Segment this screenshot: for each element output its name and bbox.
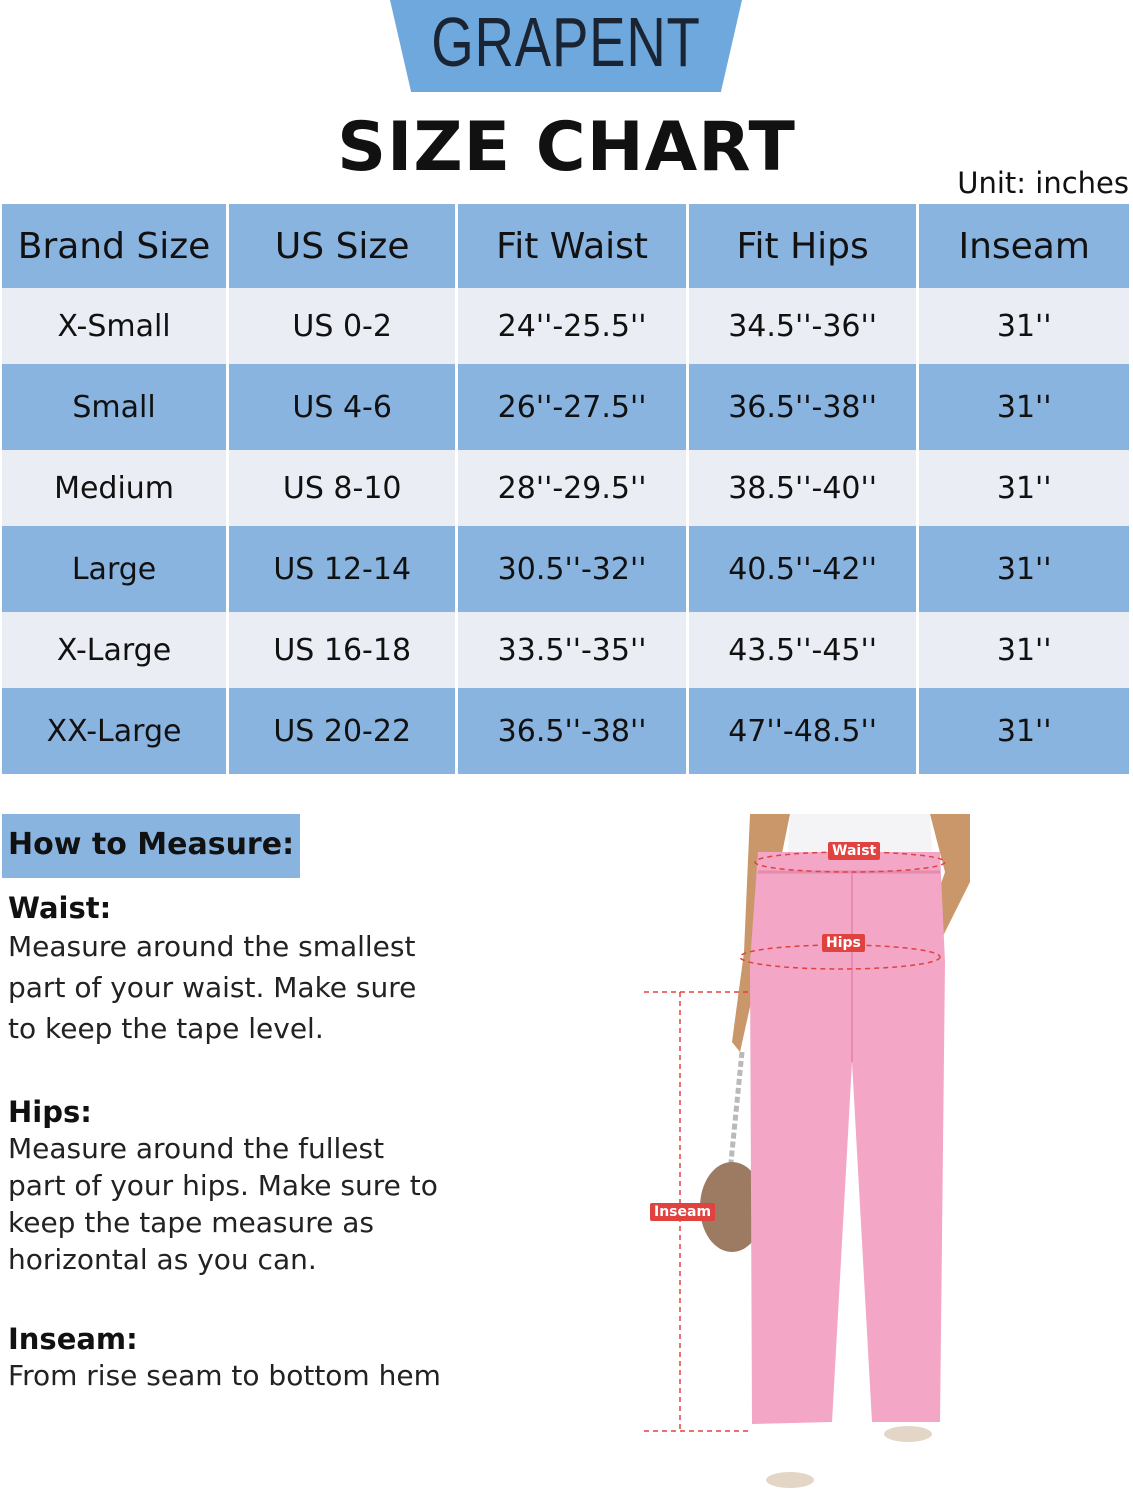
cell-us-size: US 20-22: [229, 688, 455, 774]
jeans-figure: [640, 812, 1020, 1500]
cell-fit-hips: 34.5''-36'': [689, 288, 917, 364]
cell-brand-size: X-Large: [2, 612, 226, 688]
cell-brand-size: Large: [2, 526, 226, 612]
cell-fit-hips: 38.5''-40'': [689, 450, 917, 526]
cell-fit-waist: 30.5''-32'': [458, 526, 686, 612]
cell-fit-hips: 40.5''-42'': [689, 526, 917, 612]
cell-us-size: US 8-10: [229, 450, 455, 526]
cell-us-size: US 16-18: [229, 612, 455, 688]
cell-fit-waist: 28''-29.5'': [458, 450, 686, 526]
header-fit-hips: Fit Hips: [689, 204, 917, 288]
cell-fit-waist: 26''-27.5'': [458, 364, 686, 450]
inseam-text: From rise seam to bottom hem: [8, 1359, 441, 1392]
cell-us-size: US 12-14: [229, 526, 455, 612]
inseam-instructions: [8, 1321, 448, 1394]
page-title: SIZE CHART: [337, 108, 796, 187]
cell-fit-waist: 24''-25.5'': [458, 288, 686, 364]
cell-fit-waist: 33.5''-35'': [458, 612, 686, 688]
cell-us-size: US 4-6: [229, 364, 455, 450]
header-inseam: Inseam: [919, 204, 1129, 288]
jeans-model-illustration: [640, 812, 1020, 1500]
cell-us-size: US 0-2: [229, 288, 455, 364]
cell-inseam: 31'': [919, 450, 1129, 526]
table-row: [2, 526, 1129, 612]
cell-fit-hips: 43.5''-45'': [689, 612, 917, 688]
right-shoe-icon: [884, 1426, 932, 1442]
cell-brand-size: XX-Large: [2, 688, 226, 774]
hips-instructions: [8, 1094, 448, 1278]
waist-instructions: [8, 890, 448, 1049]
cell-brand-size: X-Small: [2, 288, 226, 364]
cell-inseam: 31'': [919, 612, 1129, 688]
table-header-row: [2, 204, 1129, 288]
header-us-size: US Size: [229, 204, 455, 288]
hips-title: Hips:: [8, 1095, 92, 1129]
waist-title: Waist:: [8, 891, 112, 925]
table-row: [2, 450, 1129, 526]
cell-fit-waist: 36.5''-38'': [458, 688, 686, 774]
table-row: [2, 688, 1129, 774]
hips-text: Measure around the fullest part of your hips. Make sure to keep the tape measure as horizontal as you can.: [8, 1132, 438, 1276]
cell-fit-hips: 36.5''-38'': [689, 364, 917, 450]
table-row: [2, 288, 1129, 364]
header-fit-waist: Fit Waist: [458, 204, 686, 288]
cell-brand-size: Medium: [2, 450, 226, 526]
waist-tag: Waist: [828, 842, 880, 860]
cell-inseam: 31'': [919, 526, 1129, 612]
cell-fit-hips: 47''-48.5'': [689, 688, 917, 774]
cell-brand-size: Small: [2, 364, 226, 450]
size-table: [0, 204, 1132, 774]
left-shoe-icon: [766, 1472, 814, 1488]
cell-inseam: 31'': [919, 288, 1129, 364]
inseam-tag: Inseam: [650, 1203, 715, 1221]
table-row: [2, 612, 1129, 688]
cell-inseam: 31'': [919, 364, 1129, 450]
unit-label: Unit: inches: [957, 166, 1129, 200]
cell-inseam: 31'': [919, 688, 1129, 774]
table-row: [2, 364, 1129, 450]
header-brand-size: Brand Size: [2, 204, 226, 288]
how-to-measure-heading: How to Measure:: [2, 814, 300, 878]
bag-chain-shape: [730, 1052, 742, 1172]
hips-tag: Hips: [822, 934, 865, 952]
inseam-title: Inseam:: [8, 1322, 138, 1356]
brand-logo: GRAPENT: [431, 3, 701, 81]
waist-text: Measure around the smallest part of your waist. Make sure to keep the tape level.: [8, 930, 417, 1045]
